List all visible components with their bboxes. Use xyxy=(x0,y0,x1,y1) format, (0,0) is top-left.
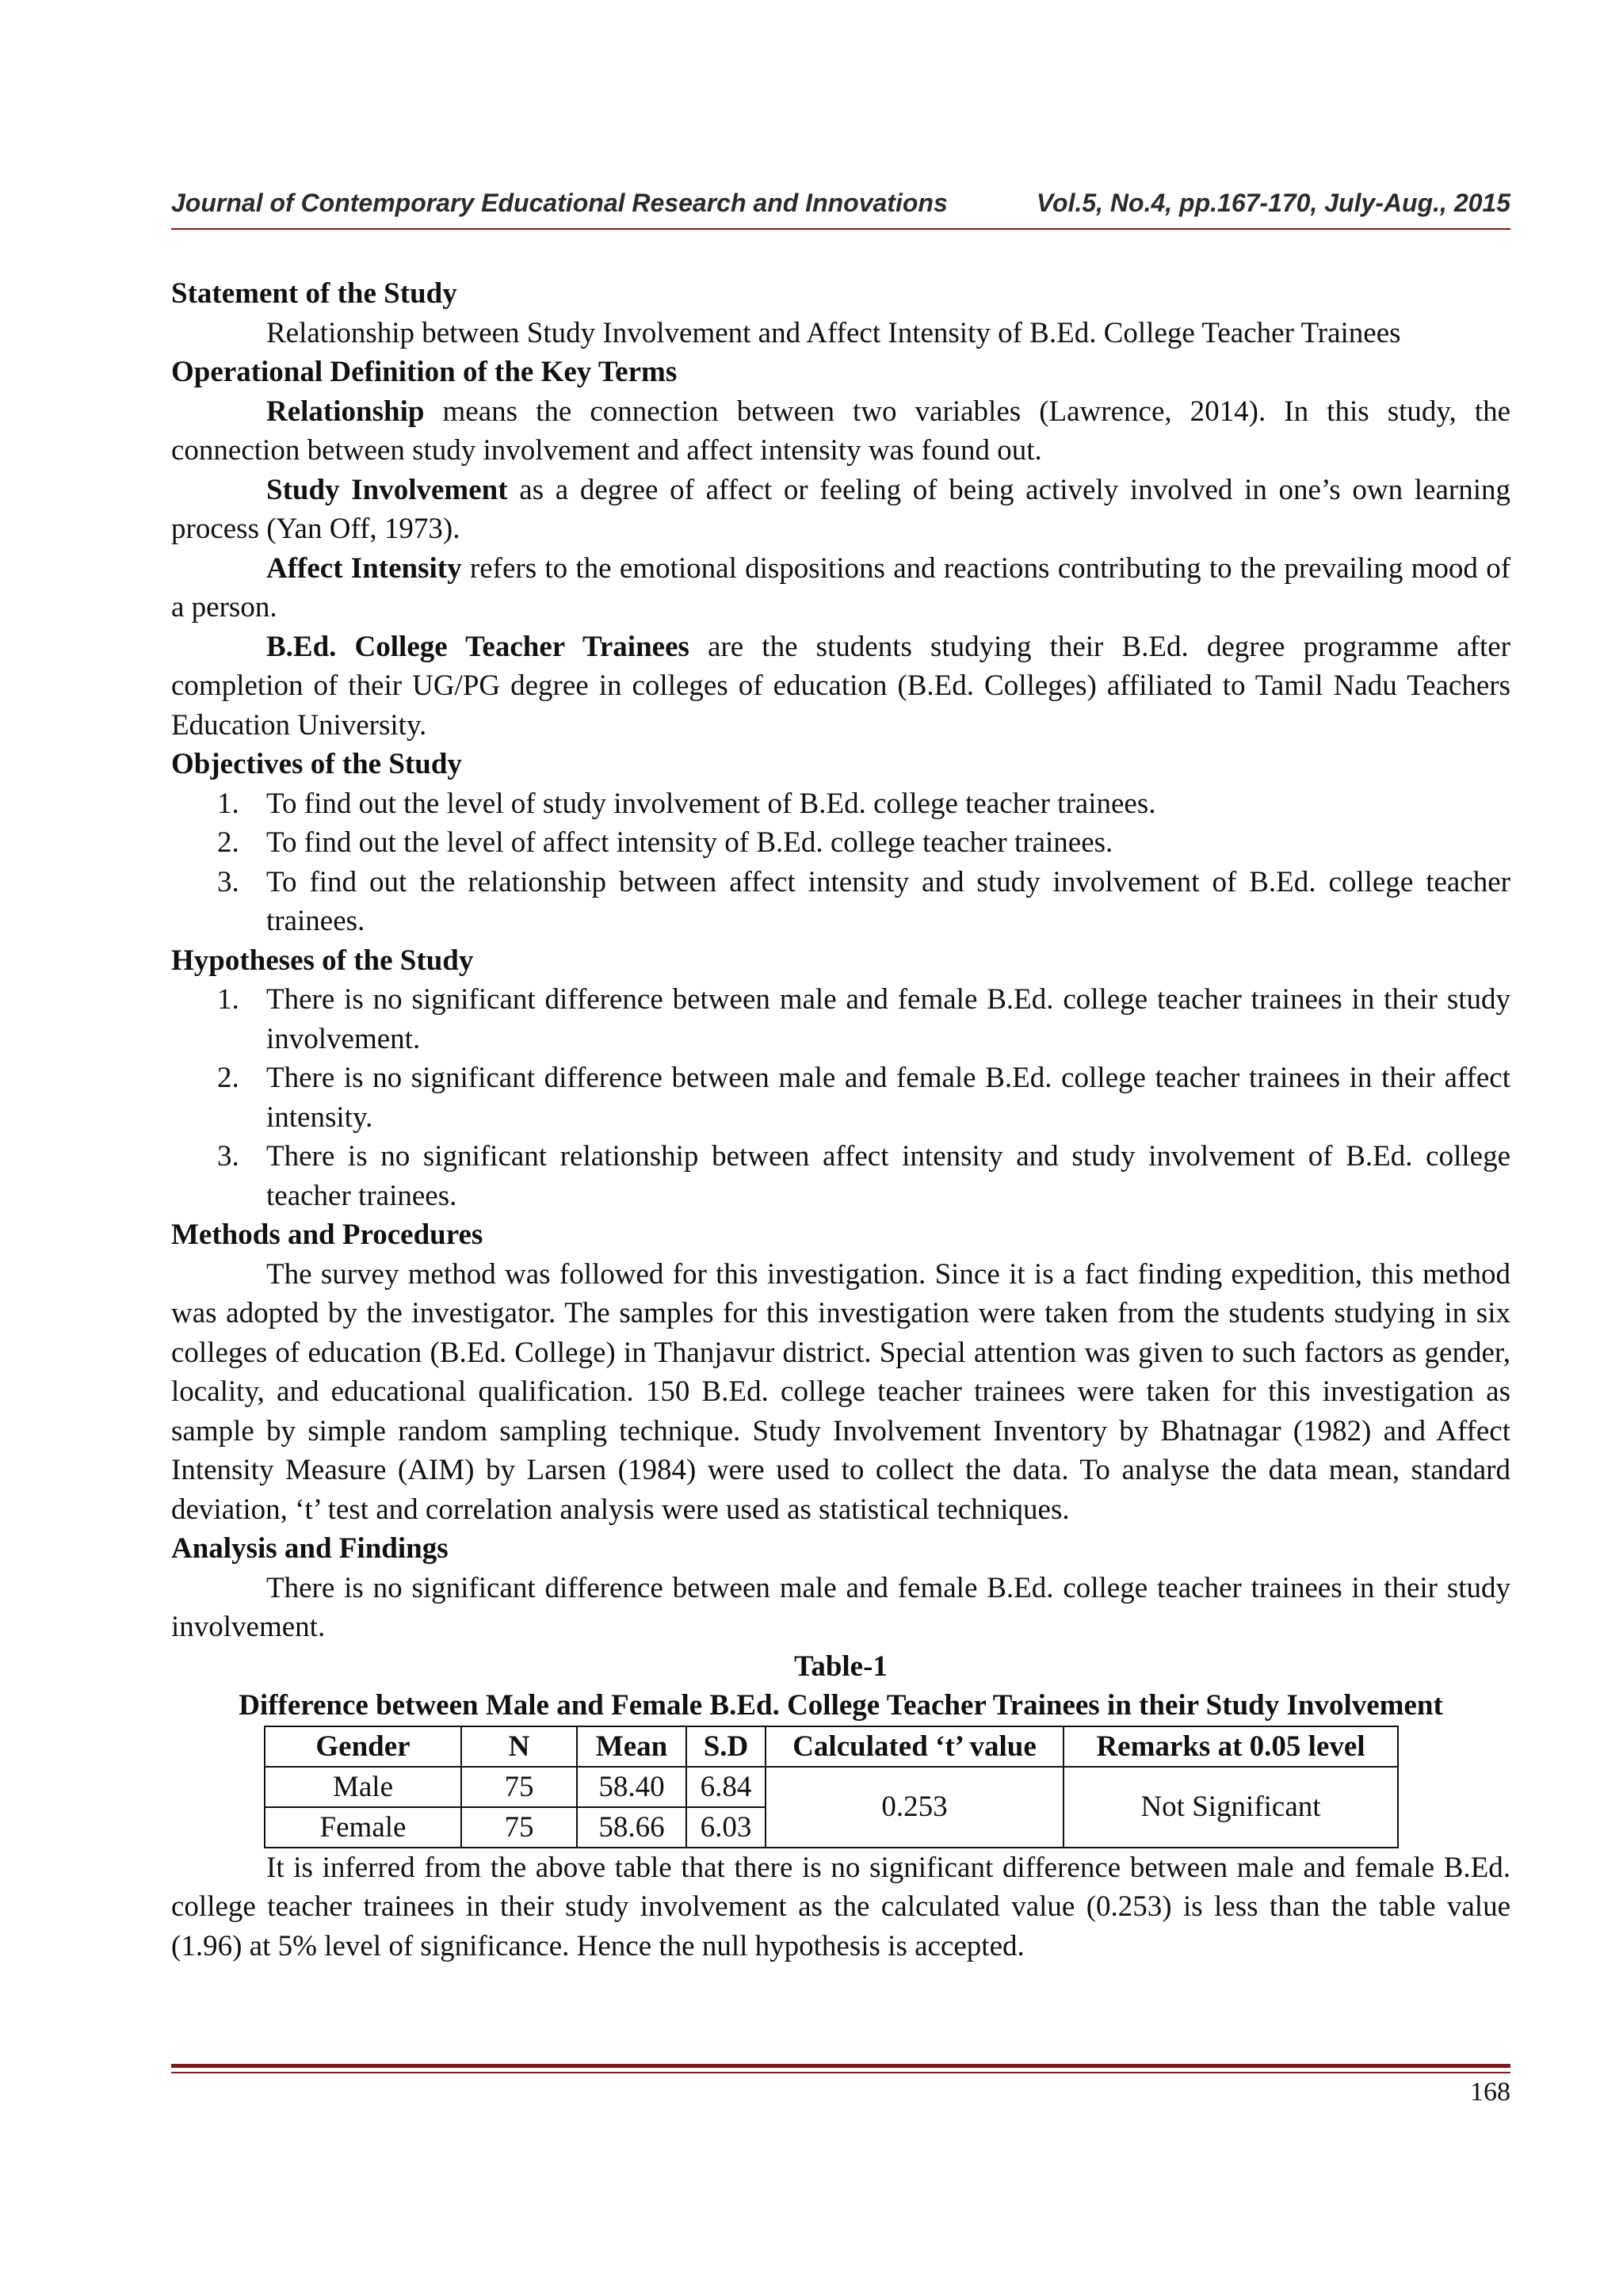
footer-rule-thin xyxy=(171,2072,1510,2073)
running-header xyxy=(171,189,1510,218)
definition-study-involvement xyxy=(171,471,1510,549)
definition-affect-intensity xyxy=(171,549,1510,627)
list-item xyxy=(171,1058,1510,1137)
list-item xyxy=(171,980,1510,1058)
table-title: Difference between Male and Female B.Ed. College Teacher Trainees in their Study Involvement xyxy=(239,1689,1443,1722)
definition-term: Relationship xyxy=(266,395,425,428)
column-header-sd: S.D xyxy=(686,1726,766,1767)
definition-trainees xyxy=(171,627,1510,746)
footer-rule-thick xyxy=(171,2064,1510,2068)
definition-text: as a degree of affect or feeling of being actively involved in one’s own learning process (Yan Off, 1973). xyxy=(171,473,1510,545)
journal-title: Journal of Contemporary Educational Research and Innovations xyxy=(171,189,948,217)
statement-text: Relationship between Study Involvement and Affect Intensity of B.Ed. College Teacher Trainees xyxy=(266,316,1401,349)
column-header-remarks: Remarks at 0.05 level xyxy=(1064,1726,1398,1767)
column-header-mean: Mean xyxy=(577,1726,686,1767)
objectives-heading: Objectives of the Study xyxy=(171,748,462,780)
column-header-n: N xyxy=(461,1726,577,1767)
list-text: There is no significant relationship between affect intensity and study involvement of B.Ed. college teacher trainees. xyxy=(266,1140,1510,1212)
table-label: Table-1 xyxy=(794,1650,888,1683)
table-row xyxy=(265,1767,1398,1807)
cell-n: 75 xyxy=(461,1767,577,1807)
analysis-conclusion: It is inferred from the above table that there is no significant difference between male and female B.Ed. college teacher trainees in their study involvement as the calculated value (0.253) is less than the table value (1.96) at 5% level of significance. Hence the null hypothesis is accepted. xyxy=(171,1851,1510,1962)
column-header-gender: Gender xyxy=(265,1726,461,1767)
list-number: 1. xyxy=(217,983,239,1016)
definitions-heading: Operational Definition of the Key Terms xyxy=(171,356,678,388)
analysis-intro: There is no significant difference between male and female B.Ed. college teacher trainees in their study involvement. xyxy=(171,1571,1510,1643)
list-number: 2. xyxy=(217,1062,239,1094)
column-header-t-value: Calculated ‘t’ value xyxy=(766,1726,1064,1767)
statement-heading: Statement of the Study xyxy=(171,277,457,310)
list-item xyxy=(171,823,1510,863)
list-text: There is no significant difference between male and female B.Ed. college teacher trainees in their affect intensity. xyxy=(266,1062,1510,1134)
cell-n: 75 xyxy=(461,1807,577,1848)
list-text: To find out the level of study involvement of B.Ed. college teacher trainees. xyxy=(266,787,1156,820)
analysis-heading: Analysis and Findings xyxy=(171,1532,449,1565)
volume-info: Vol.5, No.4, pp.167-170, July-Aug., 2015 xyxy=(1036,189,1510,217)
hypotheses-heading: Hypotheses of the Study xyxy=(171,944,474,977)
list-item xyxy=(171,1137,1510,1215)
article-body xyxy=(171,274,1510,1966)
cell-gender: Female xyxy=(265,1807,461,1848)
table-header-row xyxy=(265,1726,1398,1767)
header-rule xyxy=(171,228,1510,230)
cell-mean: 58.40 xyxy=(577,1767,686,1807)
list-item xyxy=(171,863,1510,941)
definition-relationship xyxy=(171,392,1510,471)
list-text: To find out the relationship between affect intensity and study involvement of B.Ed. college teacher trainees. xyxy=(266,865,1510,937)
cell-remarks: Not Significant xyxy=(1064,1767,1398,1848)
methods-heading: Methods and Procedures xyxy=(171,1219,483,1251)
objectives-list xyxy=(171,784,1510,941)
list-text: There is no significant difference between male and female B.Ed. college teacher trainees in their study involvement. xyxy=(266,983,1510,1055)
definition-term: Affect Intensity xyxy=(266,551,462,585)
page-number: 168 xyxy=(1470,2077,1510,2107)
cell-mean: 58.66 xyxy=(577,1807,686,1848)
cell-gender: Male xyxy=(265,1767,461,1807)
definition-term: Study Involvement xyxy=(266,473,508,506)
list-item xyxy=(171,784,1510,824)
definition-text: refers to the emotional dispositions and reactions contributing to the prevailing mood of a person. xyxy=(171,551,1511,624)
cell-sd: 6.84 xyxy=(686,1767,766,1807)
list-number: 3. xyxy=(217,1140,239,1173)
list-number: 2. xyxy=(217,826,239,859)
definition-text: are the students studying their B.Ed. degree programme after completion of their UG/PG degree in colleges of education (B.Ed. Colleges) affiliated to Tamil Nadu Teachers Education University. xyxy=(171,630,1511,742)
methods-text: The survey method was followed for this investigation. Since it is a fact finding expedition, this method was adopted by the investigator. The samples for this investigation were taken from the students studying in six colleges of education (B.Ed. College) in Thanjavur district. Special attention was given to such factors as gender, locality, and educational qualification. 150 B.Ed. college teacher trainees were taken for this investigation as sample by simple random sampling technique. Study Involvement Inventory by Bhatnagar (1982) and Affect Intensity Measure (AIM) by Larsen (1984) were used to collect the data. To analyse the data mean, standard deviation, ‘t’ test and correlation analysis were used as statistical techniques. xyxy=(171,1257,1510,1526)
cell-sd: 6.03 xyxy=(686,1807,766,1848)
definition-term: B.Ed. College Teacher Trainees xyxy=(266,630,689,663)
study-involvement-table xyxy=(264,1726,1399,1848)
cell-t-value: 0.253 xyxy=(766,1767,1064,1848)
list-number: 3. xyxy=(217,865,239,898)
definition-text: means the connection between two variables (Lawrence, 2014). In this study, the connection between study involvement and affect intensity was found out. xyxy=(171,395,1510,467)
hypotheses-list xyxy=(171,980,1510,1215)
list-number: 1. xyxy=(217,787,239,820)
list-text: To find out the level of affect intensity of B.Ed. college teacher trainees. xyxy=(266,826,1113,859)
